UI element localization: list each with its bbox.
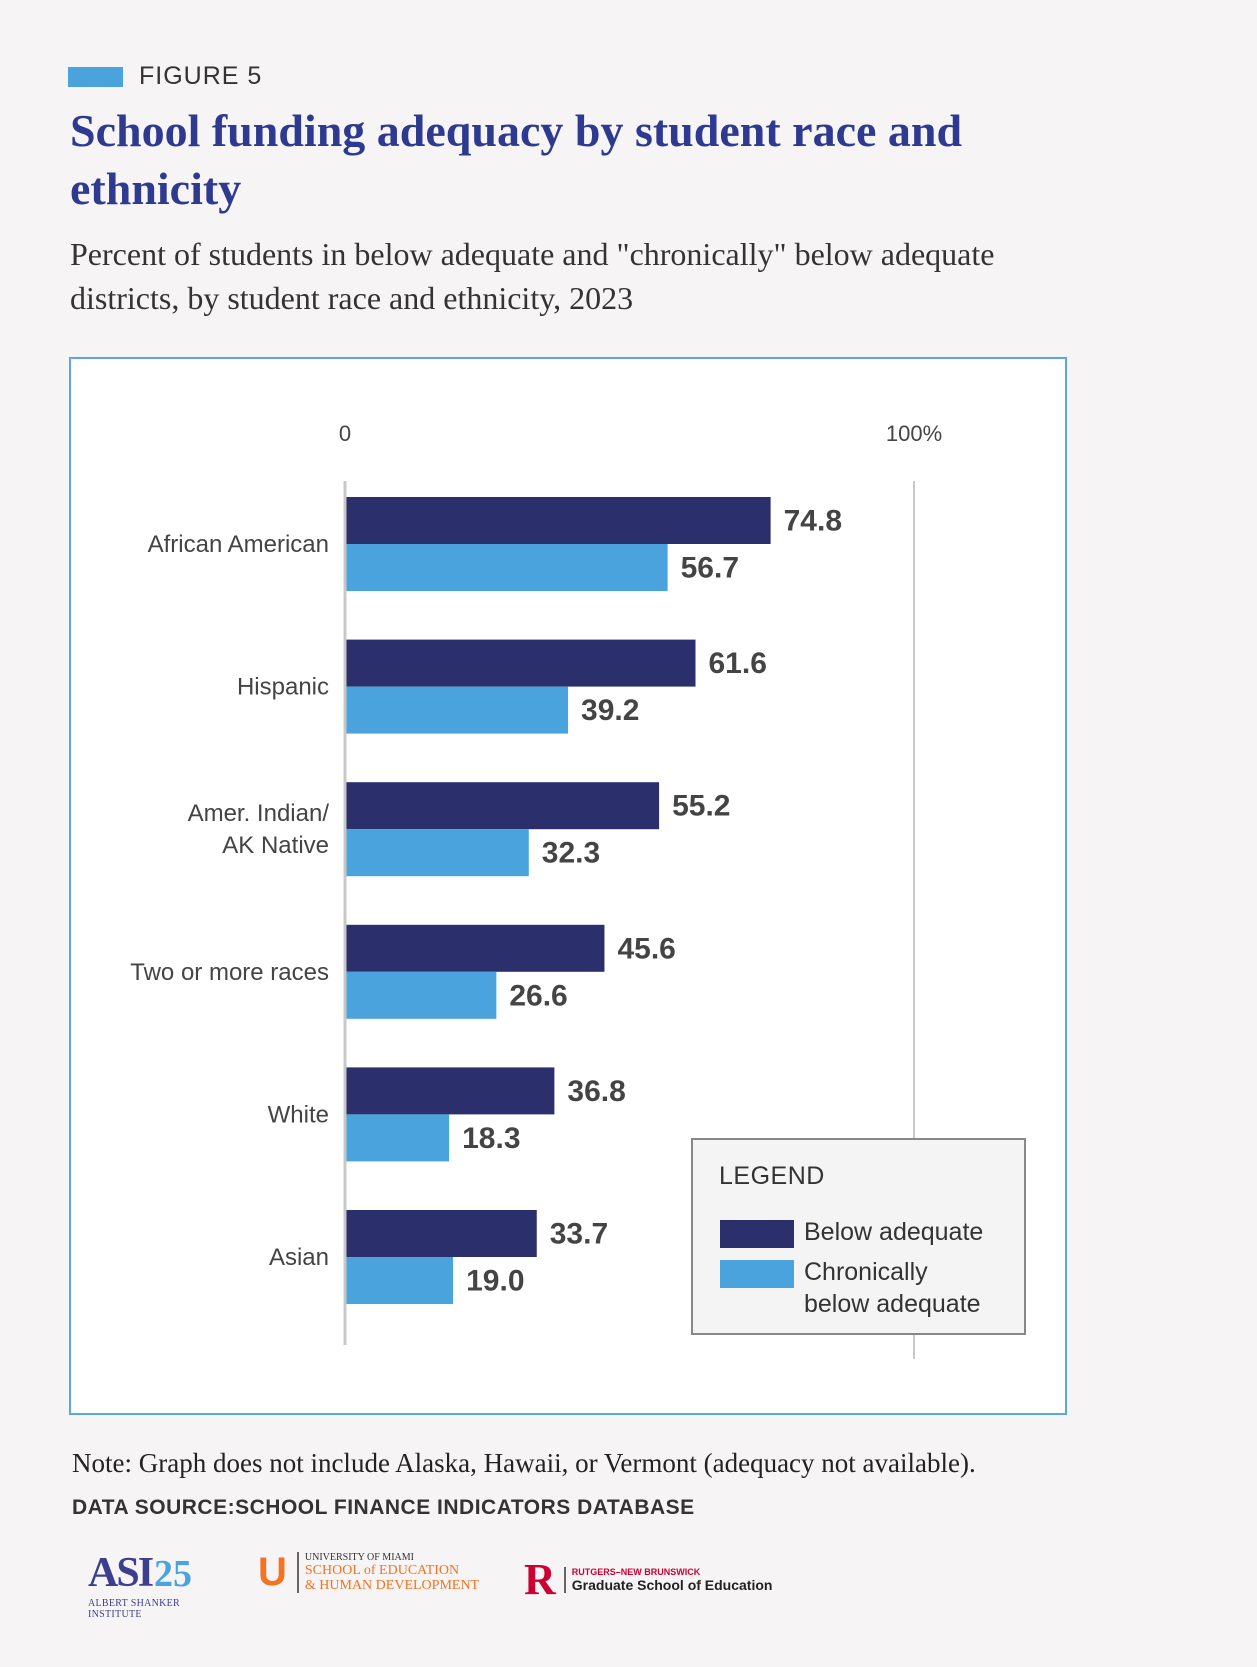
miami-logo-school-1: SCHOOL of EDUCATION	[304, 1563, 460, 1578]
bar-chronically-below-african-american	[345, 544, 668, 591]
data-label-below-adequate-white: 36.8	[567, 1074, 626, 1108]
data-source: DATA SOURCE:SCHOOL FINANCE INDICATORS DATABASE	[72, 1496, 695, 1519]
bar-chronically-below-two-or-more-races	[345, 972, 496, 1019]
figure-label-text: FIGURE 5	[139, 62, 263, 90]
category-label-amer-indian-ak-native: Amer. Indian/ AK Native	[187, 800, 329, 860]
data-label-chronically-below-hispanic: 39.2	[581, 694, 640, 728]
legend-title: LEGEND	[719, 1162, 825, 1190]
data-label-below-adequate-two-or-more-races: 45.6	[617, 932, 676, 966]
data-label-chronically-below-two-or-more-races: 26.6	[509, 979, 568, 1013]
rutgers-logo-campus: RUTGERS–NEW BRUNSWICK	[571, 1567, 701, 1577]
bar-chronically-below-hispanic	[345, 687, 568, 734]
asi-logo	[88, 1550, 218, 1620]
data-label-below-adequate-hispanic: 61.6	[708, 647, 767, 681]
asi-logo-mark: ASI	[88, 1550, 153, 1596]
category-label-asian: Asian	[268, 1244, 329, 1271]
rutgers-logo-school: Graduate School of Education	[571, 1577, 773, 1593]
bar-below-adequate-two-or-more-races	[345, 925, 604, 972]
rutgers-logo-mark: R	[524, 1555, 556, 1604]
miami-logo	[258, 1552, 479, 1593]
rutgers-logo	[524, 1555, 773, 1604]
bar-below-adequate-white	[345, 1067, 554, 1114]
chart-subtitle: Percent of students in below adequate and "chronically" below adequate districts, by student race and ethnicity, 2023	[70, 236, 995, 316]
x-tick-label-0: 0	[338, 421, 352, 446]
bar-chronically-below-white	[345, 1114, 449, 1161]
category-label-white: White	[267, 1101, 329, 1129]
data-label-chronically-below-african-american: 56.7	[680, 551, 740, 585]
bar-chronically-below-amer-indian-ak-native	[345, 829, 529, 876]
figure-label-swatch	[68, 67, 123, 87]
bar-below-adequate-amer-indian-ak-native	[345, 782, 659, 829]
bar-below-adequate-hispanic	[345, 640, 696, 687]
legend-swatch-chronically-below	[720, 1260, 794, 1288]
x-tick-label-100: 100%	[885, 421, 943, 446]
chart-note: Note: Graph does not include Alaska, Hawaii, or Vermont (adequacy not available).	[72, 1448, 976, 1478]
miami-logo-mark: U	[258, 1550, 287, 1594]
legend	[691, 1138, 1026, 1335]
bar-below-adequate-asian	[345, 1210, 537, 1257]
miami-logo-school-2: & HUMAN DEVELOPMENT	[304, 1578, 480, 1593]
bar-chronically-below-asian	[345, 1257, 453, 1304]
legend-label-below-adequate: Below adequate	[804, 1218, 984, 1246]
data-label-chronically-below-white: 18.3	[462, 1121, 521, 1155]
figure-label	[68, 62, 262, 91]
data-label-below-adequate-amer-indian-ak-native: 55.2	[672, 789, 731, 823]
asi-logo-name: ALBERT SHANKER INSTITUTE	[88, 1598, 181, 1620]
data-label-below-adequate-african-american: 74.8	[783, 504, 843, 538]
data-label-chronically-below-asian: 19.0	[466, 1264, 525, 1298]
legend-label-chronically-below: Chronically below adequate	[804, 1258, 981, 1318]
data-label-below-adequate-asian: 33.7	[549, 1217, 609, 1251]
category-label-two-or-more-races: Two or more races	[130, 958, 329, 986]
category-label-african-american: African American	[147, 531, 329, 558]
legend-swatch-below-adequate	[720, 1220, 794, 1248]
chart-title: School funding adequacy by student race and ethnicity	[70, 105, 963, 214]
bar-below-adequate-african-american	[345, 497, 771, 544]
asi-logo-years: 25	[154, 1553, 193, 1595]
miami-logo-university: UNIVERSITY OF MIAMI	[304, 1552, 414, 1563]
data-label-chronically-below-amer-indian-ak-native: 32.3	[541, 836, 601, 870]
category-label-hispanic: Hispanic	[236, 673, 329, 701]
